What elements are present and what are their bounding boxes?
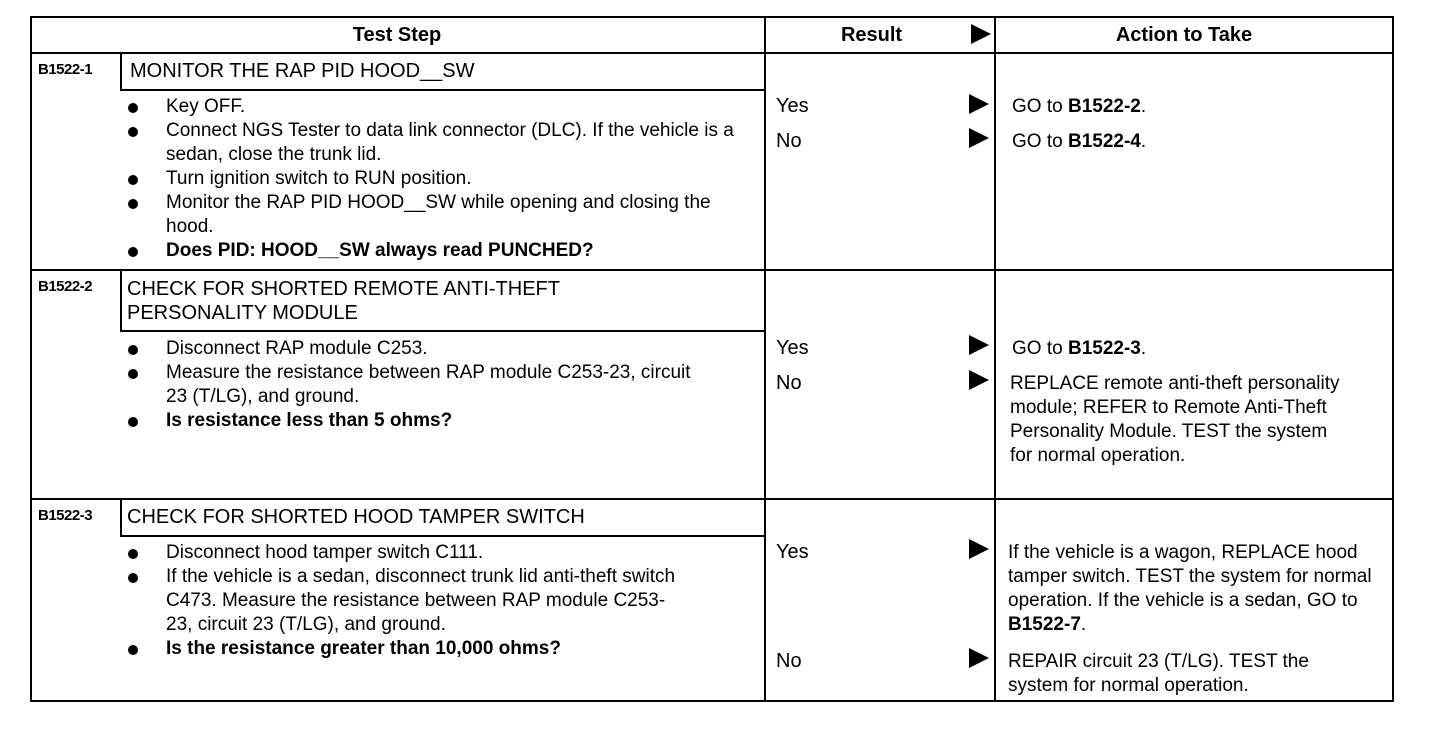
result-no: No xyxy=(776,650,802,672)
step-instructions xyxy=(124,541,684,661)
step-question: Is resistance less than 5 ohms? xyxy=(124,409,694,433)
list-item: If the vehicle is a sedan, disconnect trunk lid anti-theft switch C473. Measure the resistance between RAP module C253-23, circuit 23 (T/LG), and ground. xyxy=(124,565,684,637)
action-text: If the vehicle is a wagon, REPLACE hood tamper switch. TEST the system for normal operation. If the vehicle is a sedan, GO to B1522-7. xyxy=(1008,542,1372,635)
step-id: B1522-3 xyxy=(38,507,93,524)
list-item: Monitor the RAP PID HOOD__SW while opening and closing the hood. xyxy=(124,191,744,239)
step-id-divider xyxy=(120,270,122,331)
step-title: CHECK FOR SHORTED HOOD TAMPER SWITCH xyxy=(127,506,585,528)
arrow-right-icon xyxy=(969,370,989,390)
result-yes: Yes xyxy=(776,541,809,563)
table-border-right xyxy=(1392,16,1394,702)
header-action: Action to Take xyxy=(1115,24,1253,46)
arrow-right-icon xyxy=(969,648,989,668)
header-test-step: Test Step xyxy=(352,24,442,46)
step-id: B1522-1 xyxy=(38,61,93,78)
step-instructions xyxy=(124,337,694,433)
result-yes: Yes xyxy=(776,95,809,117)
arrow-right-icon xyxy=(969,539,989,559)
arrow-right-icon xyxy=(971,24,991,44)
step-id: B1522-2 xyxy=(38,278,93,295)
action-text: GO to B1522-3. xyxy=(1012,338,1147,359)
list-item: Turn ignition switch to RUN position. xyxy=(124,167,744,191)
title-underline xyxy=(120,89,764,91)
result-no: No xyxy=(776,372,802,394)
list-item: Disconnect hood tamper switch C111. xyxy=(124,541,684,565)
table-border-left xyxy=(30,16,32,702)
list-item: Connect NGS Tester to data link connector (DLC). If the vehicle is a sedan, close the trunk lid. xyxy=(124,119,744,167)
action-text: REPLACE remote anti-theft personality module; REFER to Remote Anti-Theft Personality Module. TEST the system for normal operation. xyxy=(1010,373,1340,466)
action-text: REPAIR circuit 23 (T/LG). TEST the system for normal operation. xyxy=(1008,651,1309,696)
step-id-divider xyxy=(120,499,122,536)
action-text: GO to B1522-4. xyxy=(1012,131,1147,152)
title-underline xyxy=(120,330,764,332)
list-item: Key OFF. xyxy=(124,95,744,119)
step-instructions xyxy=(124,95,744,263)
step-question: Does PID: HOOD__SW always read PUNCHED? xyxy=(124,239,744,263)
arrow-right-icon xyxy=(969,128,989,148)
action-text: GO to B1522-2. xyxy=(1012,96,1147,117)
step-title: CHECK FOR SHORTED REMOTE ANTI-THEFT PERSONALITY MODULE xyxy=(127,278,560,324)
step-id-divider xyxy=(120,53,122,90)
list-item: Measure the resistance between RAP module C253-23, circuit 23 (T/LG), and ground. xyxy=(124,361,694,409)
list-item: Disconnect RAP module C253. xyxy=(124,337,694,361)
step-question: Is the resistance greater than 10,000 ohms? xyxy=(124,637,684,661)
title-underline xyxy=(120,535,764,537)
result-yes: Yes xyxy=(776,337,809,359)
row-divider xyxy=(30,269,1394,271)
result-no: No xyxy=(776,130,802,152)
row-divider xyxy=(30,498,1394,500)
step-title: MONITOR THE RAP PID HOOD__SW xyxy=(130,60,475,82)
header-result: Result xyxy=(840,24,903,46)
arrow-right-icon xyxy=(969,335,989,355)
column-divider xyxy=(764,16,766,702)
table-border-bottom xyxy=(30,700,1394,702)
column-divider xyxy=(994,16,996,702)
arrow-right-icon xyxy=(969,94,989,114)
